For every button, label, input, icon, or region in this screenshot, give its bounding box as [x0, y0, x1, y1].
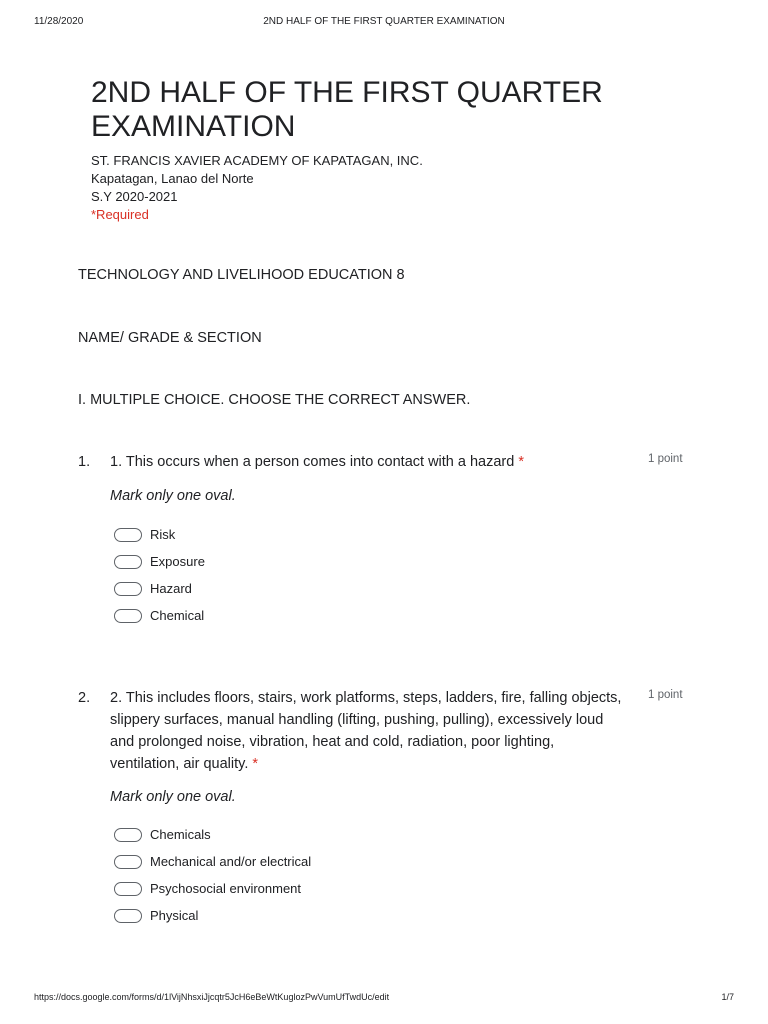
radio-oval[interactable]	[114, 582, 142, 596]
question-text-content: 1. This occurs when a person comes into contact with a hazard	[110, 454, 515, 470]
school-year: S.Y 2020-2021	[91, 189, 178, 204]
option-label: Physical	[150, 908, 199, 923]
options-list	[114, 521, 205, 629]
print-footer	[34, 992, 734, 1006]
question-points: 1 point	[648, 453, 683, 465]
option-chemicals[interactable]	[114, 821, 311, 848]
page-number: 1/7	[721, 992, 734, 1002]
option-exposure[interactable]	[114, 548, 205, 575]
options-list	[114, 821, 311, 929]
radio-oval[interactable]	[114, 909, 142, 923]
print-header	[34, 16, 734, 30]
option-risk[interactable]	[114, 521, 205, 548]
question-hint: Mark only one oval.	[110, 488, 236, 504]
option-chemical[interactable]	[114, 602, 205, 629]
question-points: 1 point	[648, 689, 683, 701]
required-note: *Required	[91, 207, 149, 222]
radio-oval[interactable]	[114, 828, 142, 842]
print-date: 11/28/2020	[34, 16, 84, 27]
question-number: 2.	[78, 690, 91, 706]
radio-oval[interactable]	[114, 555, 142, 569]
question-text-content: 2. This includes floors, stairs, work platforms, steps, ladders, fire, falling objects, slippery surfaces, manual handling (lifting, pushing, pulling), excessively loud and prolonged noise, vibration, heat and cold, radiation, poor lighting, ventilation, air quality.	[110, 690, 622, 772]
option-label: Chemical	[150, 608, 205, 623]
option-label: Hazard	[150, 581, 192, 596]
option-label: Mechanical and/or electrical	[150, 854, 312, 869]
option-physical[interactable]	[114, 902, 311, 929]
question-text	[110, 451, 625, 473]
page-url: https://docs.google.com/forms/d/1lVijNhsxiJjcqtr5JcH6eBeWtKuglozPwVumUfTwdUc/edit	[34, 992, 390, 1002]
option-mechanical-electrical[interactable]	[114, 848, 311, 875]
section-name-grade: NAME/ GRADE & SECTION	[78, 330, 262, 346]
question-hint: Mark only one oval.	[110, 789, 236, 805]
option-label: Exposure	[150, 554, 205, 569]
question-text	[110, 687, 625, 775]
form-title: 2ND HALF OF THE FIRST QUARTER EXAMINATION	[91, 76, 603, 143]
radio-oval[interactable]	[114, 609, 142, 623]
radio-oval[interactable]	[114, 882, 142, 896]
option-label: Chemicals	[150, 827, 211, 842]
print-title: 2ND HALF OF THE FIRST QUARTER EXAMINATION	[263, 16, 505, 27]
school-location: Kapatagan, Lanao del Norte	[91, 171, 254, 186]
radio-oval[interactable]	[114, 528, 142, 542]
option-psychosocial[interactable]	[114, 875, 311, 902]
section-subject: TECHNOLOGY AND LIVELIHOOD EDUCATION 8	[78, 267, 405, 283]
question-number: 1.	[78, 454, 91, 470]
section-multiple-choice: I. MULTIPLE CHOICE. CHOOSE THE CORRECT ANSWER.	[78, 392, 471, 408]
option-label: Psychosocial environment	[150, 881, 302, 896]
radio-oval[interactable]	[114, 855, 142, 869]
required-asterisk: *	[518, 454, 525, 470]
form-description	[91, 152, 423, 224]
school-name: ST. FRANCIS XAVIER ACADEMY OF KAPATAGAN, INC.	[91, 153, 423, 168]
option-hazard[interactable]	[114, 575, 205, 602]
required-asterisk: *	[252, 756, 259, 772]
option-label: Risk	[150, 527, 176, 542]
